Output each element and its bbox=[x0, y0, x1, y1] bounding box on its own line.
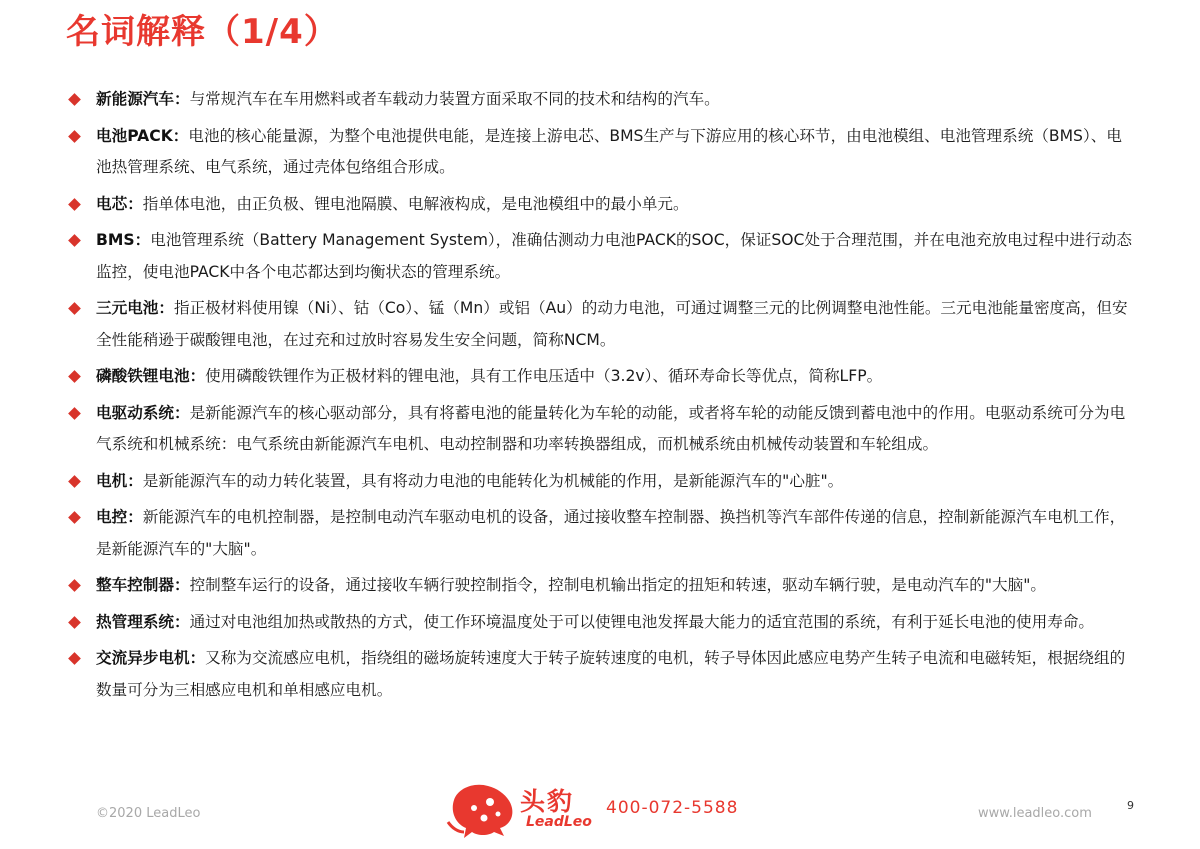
definition-item bbox=[68, 466, 1136, 498]
diamond-bullet-icon bbox=[68, 511, 81, 524]
definition-term: 电机： bbox=[96, 471, 143, 490]
diamond-bullet-icon bbox=[68, 302, 81, 315]
definition-text: 指单体电池，由正负极、锂电池隔膜、电解液构成，是电池模组中的最小单元。 bbox=[142, 194, 689, 213]
definition-item bbox=[68, 121, 1136, 184]
brand-logo bbox=[444, 778, 744, 842]
brand-name-english: LeadLeo bbox=[526, 814, 592, 830]
definition-text: 与常规汽车在车用燃料或者车载动力装置方面采取不同的技术和结构的汽车。 bbox=[189, 90, 720, 108]
definition-term: 热管理系统： bbox=[96, 612, 190, 631]
definition-text: 电池的核心能量源，为整个电池提供电能，是连接上游电芯、BMS生产与下游应用的核心环节，由电池模组、电池管理系统（BMS）、电池热管理系统、电气系统，通过壳体包络组合形成。 bbox=[96, 126, 1122, 176]
definition-list bbox=[68, 84, 1136, 711]
definition-item bbox=[68, 361, 1136, 393]
definition-item bbox=[68, 643, 1136, 706]
diamond-bullet-icon bbox=[68, 616, 81, 629]
diamond-bullet-icon bbox=[68, 370, 81, 383]
definition-text: 新能源汽车的电机控制器，是控制电动汽车驱动电机的设备，通过接收整车控制器、换挡机等汽车部件传递的信息，控制新能源汽车电机工作，是新能源汽车的"大脑"。 bbox=[96, 508, 1126, 558]
diamond-bullet-icon bbox=[68, 652, 81, 665]
definition-term: 磷酸铁锂电池： bbox=[96, 367, 206, 385]
definition-term: 电池PACK： bbox=[96, 126, 189, 145]
definition-term: BMS： bbox=[96, 231, 151, 249]
page-title: 名词解释（1/4） bbox=[66, 12, 339, 52]
definition-item bbox=[68, 189, 1136, 221]
definition-term: 新能源汽车： bbox=[96, 90, 190, 108]
definition-text: 又称为交流感应电机，指绕组的磁场旋转速度大于转子旋转速度的电机，转子导体因此感应电势产生转子电流和电磁转矩，根据绕组的数量可分为三相感应电机和单相感应电机。 bbox=[96, 649, 1126, 699]
definition-item bbox=[68, 293, 1136, 356]
definition-text: 使用磷酸铁锂作为正极材料的锂电池，具有工作电压适中（3.2v）、循环寿命长等优点，简称LFP。 bbox=[205, 367, 883, 385]
definition-term: 交流异步电机： bbox=[96, 649, 206, 667]
footer-copyright: ©2020 LeadLeo bbox=[96, 806, 201, 821]
definition-item bbox=[68, 570, 1136, 602]
definition-text: 通过对电池组加热或散热的方式，使工作环境温度处于可以使锂电池发挥最大能力的适宜范围的系统，有利于延长电池的使用寿命。 bbox=[189, 612, 1095, 631]
definition-item bbox=[68, 607, 1136, 639]
definition-text: 指正极材料使用镍（Ni）、钴（Co）、锰（Mn）或铝（Au）的动力电池，可通过调整三元的比例调整电池性能。三元电池能量密度高，但安全性能稍逊于碳酸锂电池，在过充和过放时容易发生安全问题，简称NCM。 bbox=[96, 299, 1128, 349]
definition-term: 整车控制器： bbox=[96, 576, 190, 594]
definition-term: 电控： bbox=[96, 508, 143, 526]
definition-term: 电驱动系统： bbox=[96, 403, 190, 422]
definition-term: 电芯： bbox=[96, 194, 143, 213]
definition-item bbox=[68, 84, 1136, 116]
footer-website: www.leadleo.com bbox=[978, 806, 1092, 821]
leopard-logo-icon bbox=[444, 778, 520, 842]
definition-term: 三元电池： bbox=[96, 299, 174, 317]
diamond-bullet-icon bbox=[68, 93, 81, 106]
brand-phone: 400-072-5588 bbox=[606, 798, 739, 818]
diamond-bullet-icon bbox=[68, 475, 81, 488]
definition-item bbox=[68, 398, 1136, 461]
definition-text: 电池管理系统（Battery Management System），准确估测动力电池PACK的SOC，保证SOC处于合理范围，并在电池充放电过程中进行动态监控，使电池PACK中各个电芯都达到均衡状态的管理系统。 bbox=[96, 231, 1132, 281]
page-number: 9 bbox=[1127, 799, 1134, 812]
diamond-bullet-icon bbox=[68, 130, 81, 143]
diamond-bullet-icon bbox=[68, 579, 81, 592]
definition-item bbox=[68, 225, 1136, 288]
definition-text: 是新能源汽车的动力转化装置，具有将动力电池的电能转化为机械能的作用，是新能源汽车的"心脏"。 bbox=[142, 471, 844, 490]
definition-item bbox=[68, 502, 1136, 565]
brand-name-chinese: 头豹 bbox=[520, 787, 575, 816]
diamond-bullet-icon bbox=[68, 198, 81, 211]
definition-text: 控制整车运行的设备，通过接收车辆行驶控制指令，控制电机输出指定的扭矩和转速，驱动车辆行驶，是电动汽车的"大脑"。 bbox=[189, 576, 1046, 594]
diamond-bullet-icon bbox=[68, 234, 81, 247]
definition-text: 是新能源汽车的核心驱动部分，具有将蓄电池的能量转化为车轮的动能，或者将车轮的动能反馈到蓄电池中的作用。电驱动系统可分为电气系统和机械系统：电气系统由新能源汽车电机、电动控制器和功率转换器组成，而机械系统由机械传动装置和车轮组成。 bbox=[96, 403, 1126, 453]
diamond-bullet-icon bbox=[68, 407, 81, 420]
